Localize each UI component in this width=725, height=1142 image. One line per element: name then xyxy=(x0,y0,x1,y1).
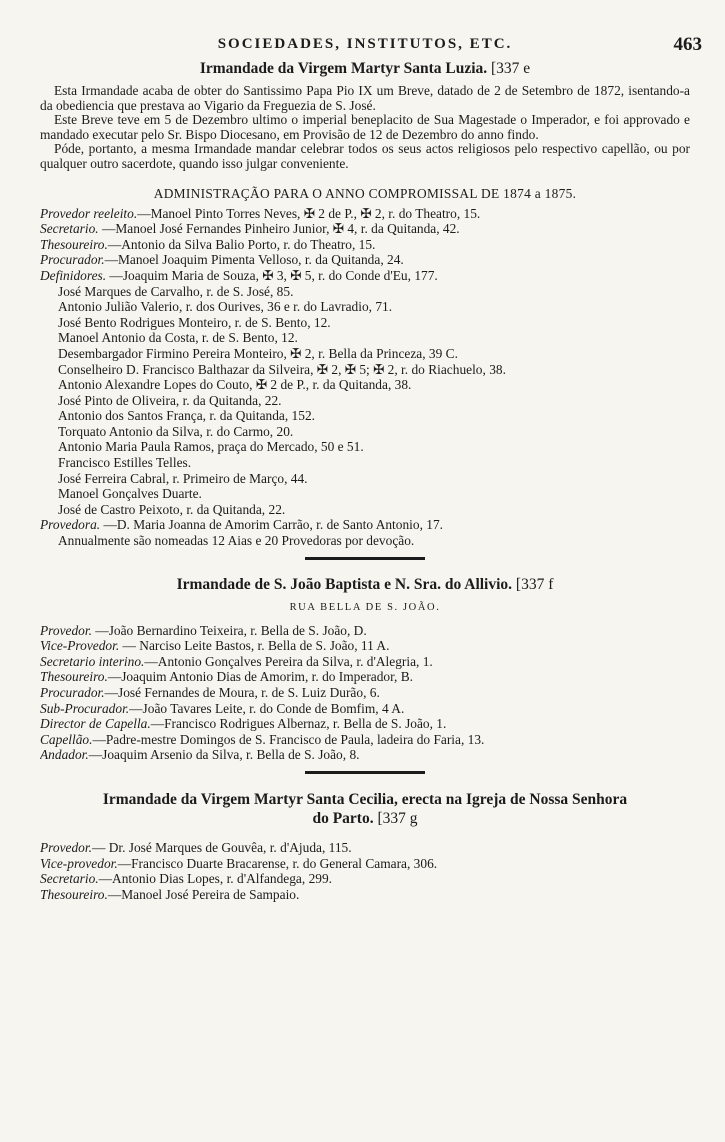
section-title-text: Irmandade da Virgem Martyr Santa Luzia. xyxy=(199,60,488,77)
officer-details: —Antonio Gonçalves Pereira da Silva, r. d'Alegria, 1. xyxy=(144,653,433,669)
definidor-entry: José Bento Rodrigues Monteiro, r. de S. Bento, 12. xyxy=(58,314,331,330)
officer-details: —Antonio da Silva Balio Porto, r. do Theatro, 15. xyxy=(107,236,376,252)
officer-details: — Dr. José Marques de Gouvêa, r. d'Ajuda, 115. xyxy=(91,839,352,855)
section-title-line: Irmandade da Virgem Martyr Santa Cecilia, erecta na Igreja de Nossa Senhora xyxy=(102,790,628,808)
section-ref: [337 e xyxy=(491,60,531,77)
officer-role: Secretario interino. xyxy=(40,653,145,669)
officer-details: —Joaquim Maria de Souza, ✠ 3, ✠ 5, r. do Conde d'Eu, 177. xyxy=(106,267,438,283)
officer-entry xyxy=(40,669,690,685)
definidor-entry: José de Castro Peixoto, r. da Quitanda, 22. xyxy=(58,501,286,517)
definidor-entry: José Ferreira Cabral, r. Primeiro de Março, 44. xyxy=(58,470,308,486)
officer-role: Andador. xyxy=(40,747,89,763)
section-title-text: do Parto. xyxy=(312,809,374,827)
officer-role: Provedora. xyxy=(40,517,101,533)
officer-details: —Antonio Dias Lopes, r. d'Alfandega, 299. xyxy=(98,871,333,887)
officer-entry xyxy=(40,638,690,654)
officer-details: —João Tavares Leite, r. do Conde de Bomfim, 4 A. xyxy=(129,700,405,716)
section-title-text: Irmandade de S. João Baptista e N. Sra. do Allivio. xyxy=(176,575,513,593)
definidor-entry: Torquato Antonio da Silva, r. do Carmo, 20. xyxy=(58,423,294,439)
definidor-entry: Antonio Maria Paula Ramos, praça do Mercado, 50 e 51. xyxy=(58,439,364,455)
officer-details: —Manoel Joaquim Pimenta Velloso, r. da Quitanda, 24. xyxy=(104,252,404,268)
officer-entry xyxy=(40,747,690,763)
officer-entry xyxy=(40,206,690,222)
officer-role: Capellão. xyxy=(40,731,93,747)
section-subheading: RUA BELLA DE S. JOÃO. xyxy=(289,601,441,613)
officer-entry xyxy=(40,252,690,268)
section-divider xyxy=(305,771,425,774)
definidor-entry: Manoel Gonçalves Duarte. xyxy=(58,486,202,502)
santa-luzia-officers xyxy=(40,206,690,549)
officer-role: Vice-provedor. xyxy=(40,855,118,871)
paragraph: Esta Irmandade acaba de obter do Santissimo Papa Pio IX um Breve, datado de 2 de Setembro de 1872, isentando-a da obediencia que prestava ao Vigario da Freguezia de S. José. xyxy=(40,83,690,113)
section-santa-luzia-title xyxy=(40,60,690,78)
officer-role: Procurador. xyxy=(40,685,105,700)
officer-details: —Manoel José Pereira de Sampaio. xyxy=(107,886,300,902)
officer-role: Thesoureiro. xyxy=(40,669,108,685)
officer-entry xyxy=(40,623,690,639)
officer-role: Procurador. xyxy=(40,252,105,268)
santa-cecilia-officers xyxy=(40,840,690,902)
officer-entry xyxy=(40,887,690,903)
officer-role: Sub-Procurador. xyxy=(40,700,130,716)
officer-entry xyxy=(40,840,690,856)
definidor-entry: Antonio dos Santos França, r. da Quitanda, 152. xyxy=(58,408,315,424)
paragraph: Póde, portanto, a mesma Irmandade mandar celebrar todos os seus actos religiosos pelo respectivo capellão, ou por qualquer outro sacerdote, quando isso julgar conveniente. xyxy=(40,141,690,171)
page-number: 463 xyxy=(673,34,702,55)
section-divider xyxy=(305,557,425,560)
definidor-entry: Antonio Julião Valerio, r. dos Ourives, 36 e r. do Lavradio, 71. xyxy=(58,299,393,315)
definidor-entry: Desembargador Firmino Pereira Monteiro, ✠ 2, r. Bella da Princeza, 39 C. xyxy=(58,345,458,361)
officer-entry xyxy=(40,654,690,670)
running-title: SOCIEDADES, INSTITUTOS, ETC. xyxy=(217,36,513,52)
definidor-entry: Francisco Estilles Telles. xyxy=(58,455,192,471)
officer-details: — Narciso Leite Bastos, r. Bella de S. João, 11 A. xyxy=(119,638,390,654)
definidor-entry: Antonio Alexandre Lopes do Couto, ✠ 2 de P., r. da Quitanda, 38. xyxy=(58,377,412,393)
officer-entry xyxy=(40,732,690,748)
definidor-entry: José Pinto de Oliveira, r. da Quitanda, 22. xyxy=(58,392,282,408)
officer-entry xyxy=(40,268,690,284)
officer-role: Director de Capella. xyxy=(40,716,151,732)
officer-details: —D. Maria Joanna de Amorim Carrão, r. de Santo Antonio, 17. xyxy=(100,517,444,533)
officer-details: —Joaquim Arsenio da Silva, r. Bella de S. João, 8. xyxy=(88,747,360,763)
sao-joao-officers xyxy=(40,623,690,763)
definidor-entry: Manoel Antonio da Costa, r. de S. Bento, 12. xyxy=(58,330,298,346)
officer-entry xyxy=(40,701,690,717)
officer-details: —Manoel José Fernandes Pinheiro Junior, ✠ 4, r. da Quitanda, 42. xyxy=(98,221,460,237)
officer-entry xyxy=(40,237,690,253)
officer-role: Provedor. xyxy=(40,622,92,638)
officer-details: —João Bernardino Teixeira, r. Bella de S. João, D. xyxy=(91,622,367,638)
closing-note: Annualmente são nomeadas 12 Aias e 20 Provedoras por devoção. xyxy=(58,533,415,549)
officer-role: Definidores. xyxy=(40,267,107,283)
definidor-entry: José Marques de Carvalho, r. de S. José, 85. xyxy=(58,283,294,299)
definidor-entry: Conselheiro D. Francisco Balthazar da Silveira, ✠ 2, ✠ 5; ✠ 2, r. do Riachuelo, 38. xyxy=(58,361,506,377)
section-sao-joao-title xyxy=(40,576,690,594)
officer-entry xyxy=(40,716,690,732)
officer-role: Vice-Provedor. xyxy=(40,638,120,654)
officer-role: Provedor reeleito. xyxy=(40,205,138,221)
officer-entry xyxy=(40,871,690,887)
section-title-line-2 xyxy=(40,809,690,828)
officer-role: Thesoureiro. xyxy=(40,236,108,252)
officer-details: —Joaquim Antonio Dias de Amorim, r. do Imperador, B. xyxy=(107,669,414,685)
officer-role: Secretario. xyxy=(40,871,99,887)
officer-role: Provedor. xyxy=(40,839,92,855)
officer-role: Secretario. xyxy=(40,221,99,237)
document-page xyxy=(40,34,702,902)
officer-details: —Manoel Pinto Torres Neves, ✠ 2 de P., ✠ 2, r. do Theatro, 15. xyxy=(137,205,481,221)
officer-role: Thesoureiro. xyxy=(40,886,108,902)
administration-heading: ADMINISTRAÇÃO PARA O ANNO COMPROMISSAL DE 1874 a 1875. xyxy=(153,185,577,201)
officer-details: —Francisco Rodrigues Albernaz, r. Bella de S. João, 1. xyxy=(150,716,447,732)
running-head xyxy=(40,34,702,58)
paragraph: Este Breve teve em 5 de Dezembro ultimo o imperial beneplacito de Sua Magestade o Imperador, e foi approvado e mandado executar pelo Sr. Bispo Diocesano, em Provisão de 12 de Dezembro do anno findo. xyxy=(40,112,690,142)
officer-entry xyxy=(40,221,690,237)
provedora-entry xyxy=(40,517,690,533)
section-santa-cecilia-title xyxy=(40,790,690,828)
section-ref: [337 g xyxy=(377,809,418,827)
officer-entry xyxy=(40,856,690,872)
officer-details: —Padre-mestre Domingos de S. Francisco de Paula, ladeira do Faria, 13. xyxy=(92,731,485,747)
officer-details: —Francisco Duarte Bracarense, r. do General Camara, 306. xyxy=(117,855,438,871)
officer-entry xyxy=(40,685,690,701)
section-ref: [337 f xyxy=(515,575,554,593)
officer-details: —José Fernandes de Moura, r. de S. Luiz Durão, 6. xyxy=(104,685,380,700)
